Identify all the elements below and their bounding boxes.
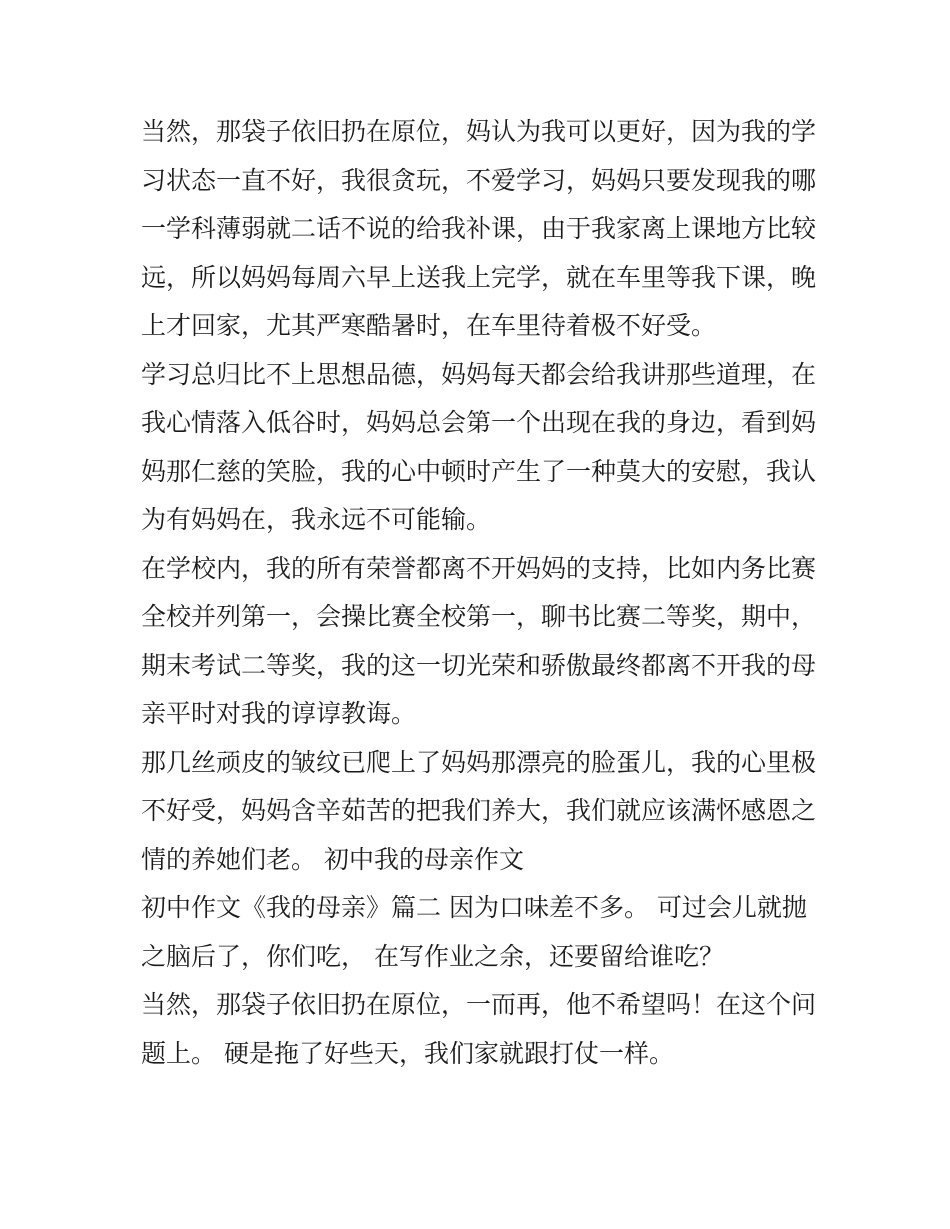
text-line: 初中作文《我的母亲》篇二 因为口味差不多。 可过会儿就抛 [141, 893, 807, 922]
text-line: 为有妈妈在，我永远不可能输。 [141, 505, 492, 534]
text-line: 上才回家，尤其严寒酷暑时，在车里待着极不好受。 [141, 311, 717, 340]
text-line: 远，所以妈妈每周六早上送我上完学，就在车里等我下课，晚 [141, 262, 817, 292]
text-line: 之脑后了，你们吃， 在写作业之余，还要留给谁吃？ [141, 941, 724, 971]
text-line: 期末考试二等奖，我的这一切光荣和骄傲最终都离不开我的母 [141, 650, 817, 680]
text-line: 学习总归比不上思想品德，妈妈每天都会给我讲那些道理，在 [141, 359, 817, 389]
text-line: 情的养她们老。 初中我的母亲作文 [141, 844, 524, 874]
text-line: 当然，那袋子依旧扔在原位，妈认为我可以更好，因为我的学 [141, 117, 817, 146]
text-line: 一学科薄弱就二话不说的给我补课，由于我家离上课地方比较 [141, 214, 817, 243]
text-line: 题上。 硬是拖了好些天，我们家就跟打仗一样。 [141, 1038, 674, 1068]
text-line: 习状态一直不好，我很贪玩，不爱学习，妈妈只要发现我的哪 [141, 165, 817, 195]
document-body [141, 108, 821, 1078]
text-line: 妈那仁慈的笑脸，我的心中顿时产生了一种莫大的安慰，我认 [141, 456, 817, 486]
text-line: 在学校内，我的所有荣誉都离不开妈妈的支持，比如内务比赛 [141, 553, 817, 583]
text-line: 我心情落入低谷时，妈妈总会第一个出现在我的身边，看到妈 [141, 408, 817, 437]
text-line: 当然，那袋子依旧扔在原位，一而再，他不希望吗！在这个问 [141, 990, 817, 1019]
text-line: 不好受，妈妈含辛茹苦的把我们养大，我们就应该满怀感恩之 [141, 796, 817, 825]
text-line: 亲平时对我的谆谆教诲。 [141, 699, 417, 728]
text-line: 全校并列第一，会操比赛全校第一，聊书比赛二等奖，期中， [141, 602, 817, 631]
text-line: 那几丝顽皮的皱纹已爬上了妈妈那漂亮的脸蛋儿，我的心里极 [141, 747, 817, 777]
